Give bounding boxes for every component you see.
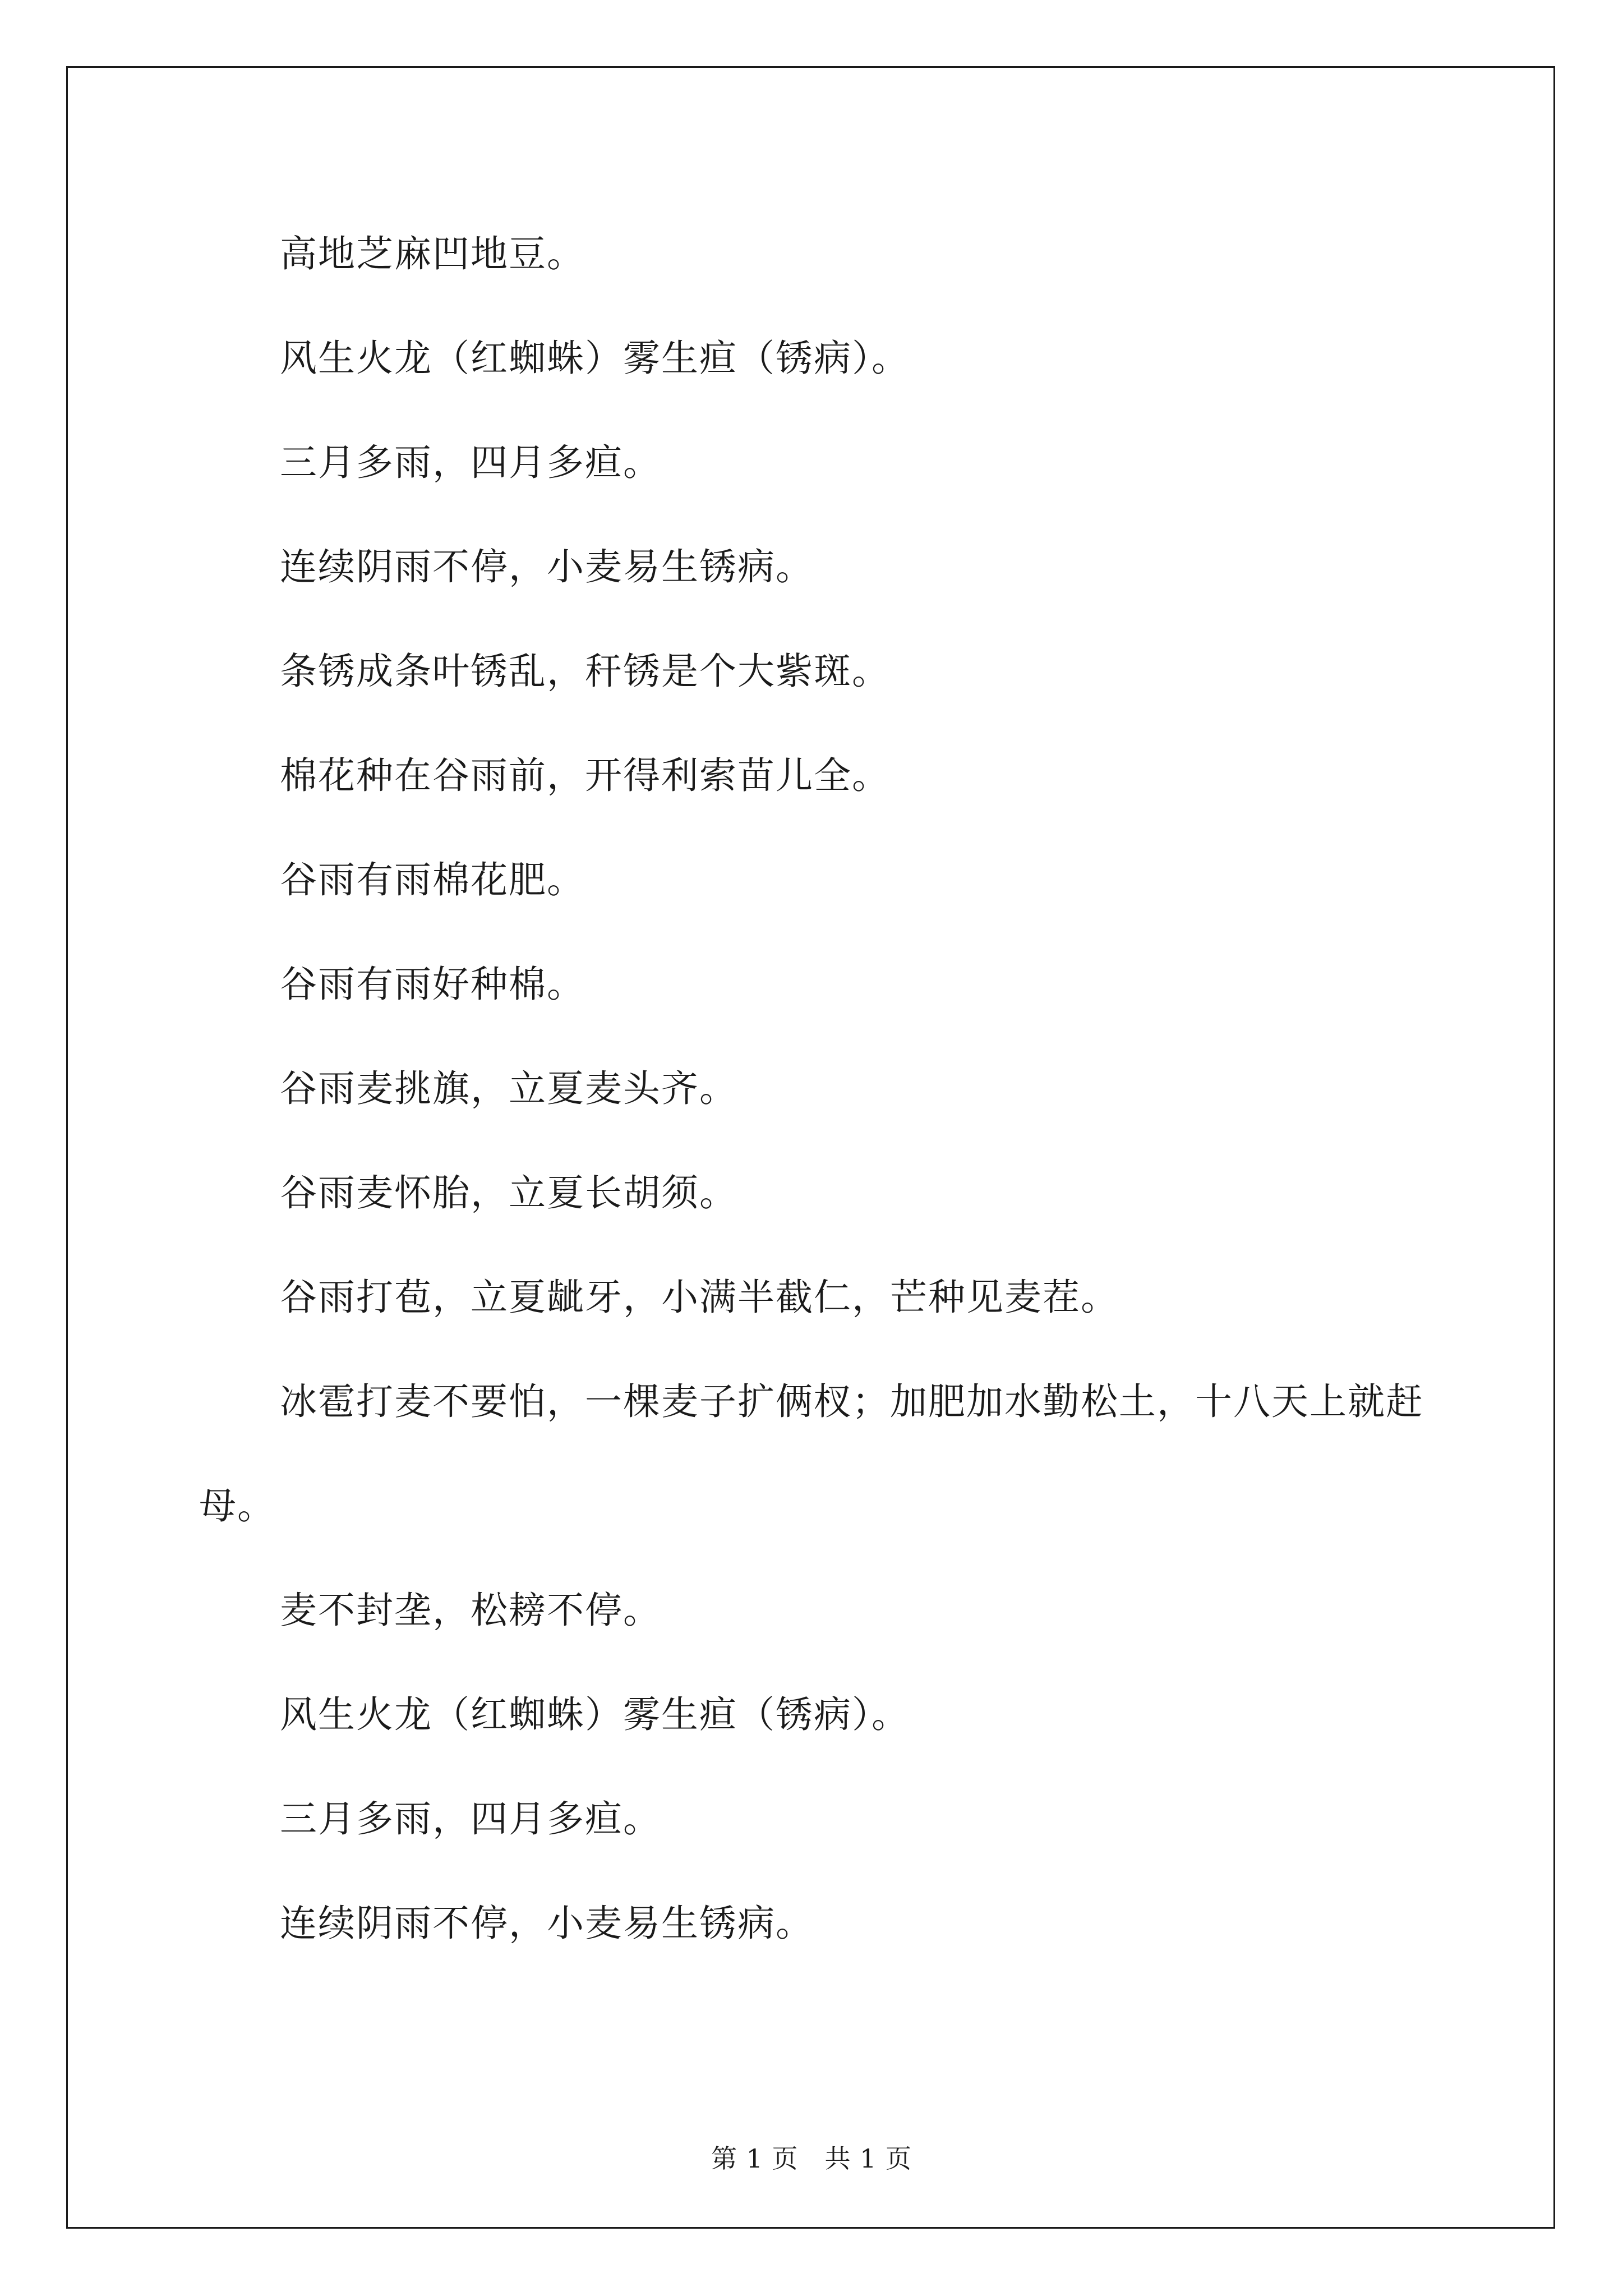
page-number-label: 第 1 页 共 1 页 bbox=[711, 2143, 912, 2174]
paragraph: 麦不封垄，松耪不停。 bbox=[280, 1589, 661, 1632]
paragraph: 风生火龙（红蜘蛛）雾生疸（锈病）。 bbox=[280, 337, 910, 380]
paragraph: 高地芝麻凹地豆。 bbox=[280, 232, 585, 275]
paragraph: 三月多雨，四月多疸。 bbox=[280, 441, 661, 484]
document-body bbox=[199, 202, 1444, 1976]
paragraph: 冰雹打麦不要怕，一棵麦子扩俩杈；加肥加水勤松土，十八天上就赶母。 bbox=[199, 1380, 1424, 1527]
paragraph: 连续阴雨不停，小麦易生锈病。 bbox=[280, 1902, 814, 1945]
paragraph: 棉花种在谷雨前，开得利索苗儿全。 bbox=[280, 754, 890, 797]
paragraph: 谷雨有雨棉花肥。 bbox=[280, 858, 585, 901]
paragraph: 谷雨打苞，立夏龇牙，小满半截仁，芒种见麦茬。 bbox=[280, 1276, 1119, 1319]
paragraph: 谷雨有雨好种棉。 bbox=[280, 963, 585, 1006]
page-footer bbox=[0, 2142, 1623, 2175]
paragraph: 谷雨麦怀胎，立夏长胡须。 bbox=[280, 1171, 737, 1214]
paragraph: 条锈成条叶锈乱，秆锈是个大紫斑。 bbox=[280, 650, 890, 693]
paragraph: 三月多雨，四月多疸。 bbox=[280, 1797, 661, 1841]
paragraph: 风生火龙（红蜘蛛）雾生疸（锈病）。 bbox=[280, 1693, 910, 1736]
paragraph: 谷雨麦挑旗，立夏麦头齐。 bbox=[280, 1067, 737, 1110]
paragraph: 连续阴雨不停，小麦易生锈病。 bbox=[280, 545, 814, 588]
